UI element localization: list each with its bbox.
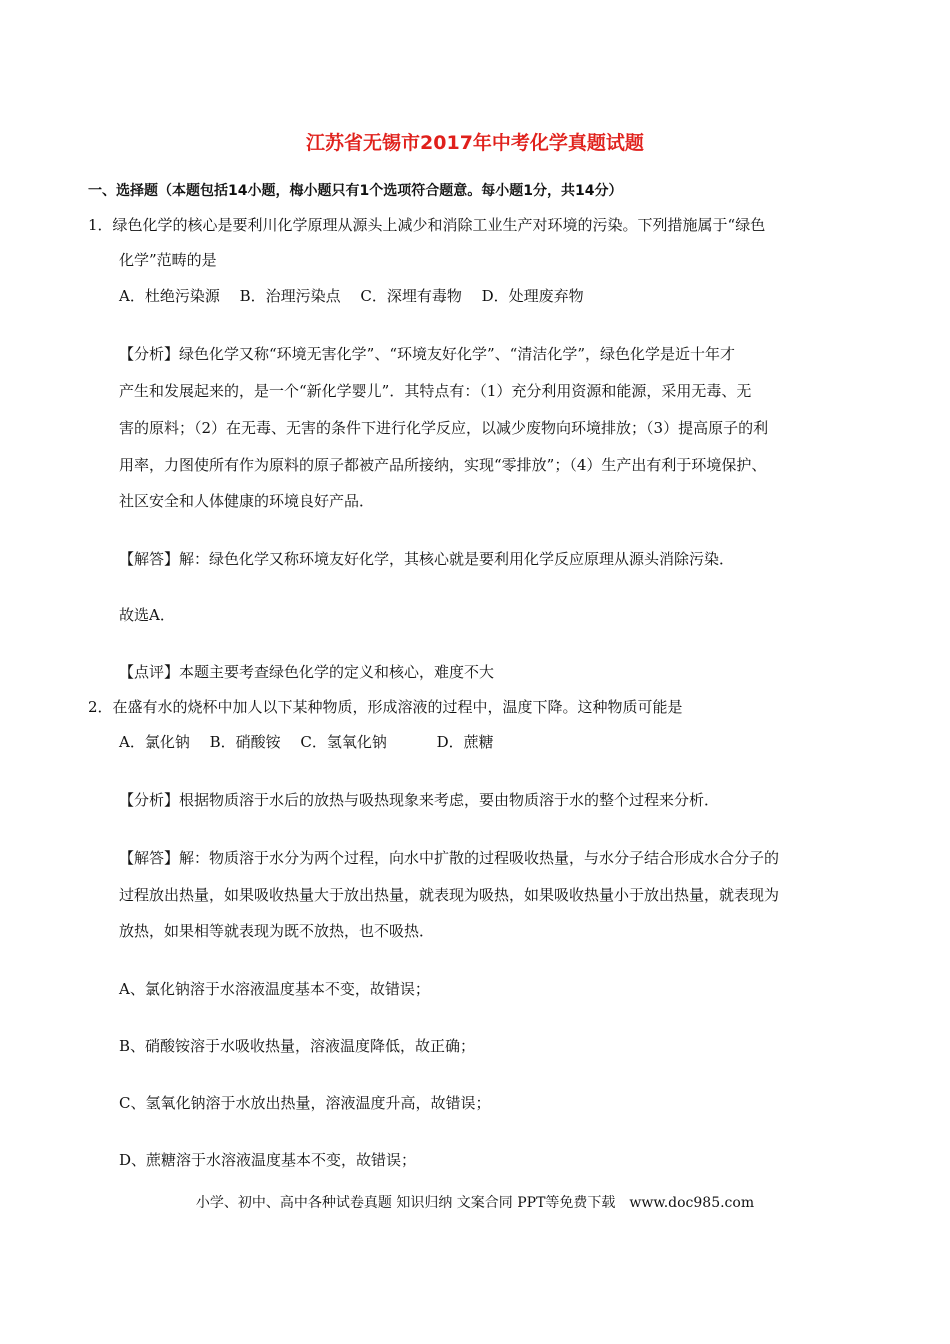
question-1-comment: 【点评】本题主要考查绿色化学的定义和核心，难度不大 — [119, 663, 495, 681]
question-1-stem: 1．绿色化学的核心是要利川化学原理从源头上减少和消除工业生产对环境的污染。下列措施属于“绿色 — [88, 216, 766, 234]
question-2-explanation-d: D、蔗糖溶于水溶液温度基本不变，故错误； — [119, 1151, 417, 1169]
page-footer: 小学、初中、高中各种试卷真题 知识归纳 文案合同 PPT等免费下载 www.doc985.com — [195, 1195, 755, 1211]
question-2-answer-line: 放热，如果相等就表现为既不放热，也不吸热． — [119, 922, 435, 940]
question-1-options: A．杜绝污染源 B．治理污染点 C．深埋有毒物 D．处理废弃物 — [119, 287, 584, 305]
section-heading: 一、选择题（本题包括14小题，梅小题只有1个选项符合题意。每小题1分，共14分） — [88, 183, 623, 199]
question-2-options: A．氯化钠 B．硝酸铵 C．氢氧化钠 D．蔗糖 — [119, 733, 494, 751]
question-2-answer-line: 【解答】解：物质溶于水分为两个过程，向水中扩散的过程吸收热量，与水分子结合形成水合分子的 — [119, 849, 780, 867]
question-2-explanation-b: B、硝酸铵溶于水吸收热量，溶液温度降低，故正确； — [119, 1037, 476, 1055]
question-2-explanation-c: C、氢氧化钠溶于水放出热量，溶液温度升高，故错误； — [119, 1094, 491, 1112]
question-1-analysis-line: 社区安全和人体健康的环境良好产品． — [119, 492, 375, 510]
question-1-stem-continued: 化学”范畴的是 — [119, 251, 217, 269]
question-1-analysis-line: 【分析】绿色化学又称“环境无害化学”、“环境友好化学”、“清洁化学”，绿色化学是近十年才 — [119, 345, 736, 363]
question-2-analysis: 【分析】根据物质溶于水后的放热与吸热现象来考虑，要由物质溶于水的整个过程来分析． — [119, 791, 720, 809]
question-1-analysis-line: 害的原料；（2）在无毒、无害的条件下进行化学反应，以减少废物向环境排放；（3）提高原子的利 — [119, 419, 769, 437]
question-1-analysis-line: 用率，力图使所有作为原料的原子都被产品所接纳，实现“零排放”；（4）生产出有利于环境保护、 — [119, 456, 767, 474]
document-title: 江苏省无锡市2017年中考化学真题试题 — [306, 132, 644, 154]
question-2-explanation-a: A、氯化钠溶于水溶液温度基本不变，故错误； — [119, 980, 430, 998]
question-1-analysis-line: 产生和发展起来的，是一个“新化学婴儿”．其特点有：（1）充分利用资源和能源，采用无毒、无 — [119, 382, 752, 400]
question-2-answer-line: 过程放出热量，如果吸收热量大于放出热量，就表现为吸热，如果吸收热量小于放出热量，就表现为 — [119, 886, 780, 904]
question-1-answer: 【解答】解：绿色化学又称环境友好化学，其核心就是要利用化学反应原理从源头消除污染． — [119, 550, 735, 568]
question-1-choice: 故选A． — [119, 606, 175, 624]
question-2-stem: 2．在盛有水的烧杯中加人以下某种物质，形成溶液的过程中，温度下降。这种物质可能是 — [88, 698, 683, 716]
